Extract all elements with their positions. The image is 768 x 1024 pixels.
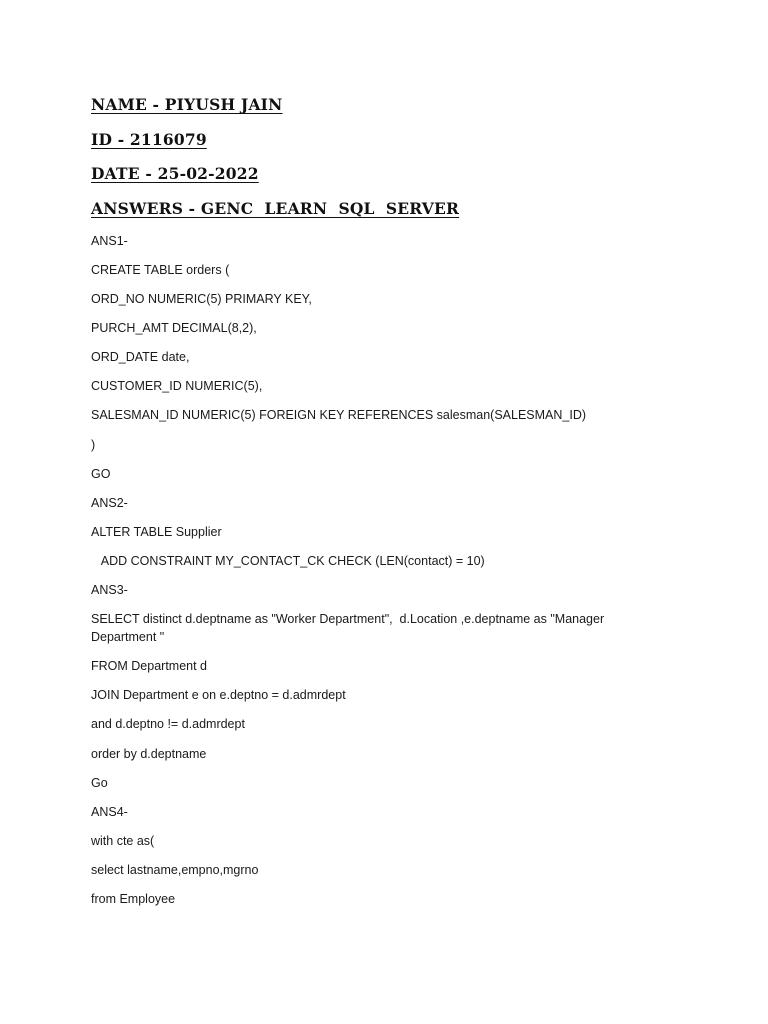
code-line: SELECT distinct d.deptname as "Worker Department", d.Location ,e.deptname as "Manager Department " — [91, 612, 608, 644]
student-name-heading: NAME - PIYUSH JAIN — [91, 95, 283, 114]
code-line: ) — [91, 438, 96, 452]
code-line: FROM Department d — [91, 659, 208, 673]
code-line: with cte as( — [91, 834, 155, 848]
code-line: ORD_NO NUMERIC(5) PRIMARY KEY, — [91, 292, 312, 306]
student-id-heading: ID - 2116079 — [91, 130, 207, 149]
code-line: ALTER TABLE Supplier — [91, 525, 222, 539]
code-line: from Employee — [91, 892, 176, 906]
code-line: ORD_DATE date, — [91, 350, 190, 364]
answer-3-label: ANS3- — [91, 583, 128, 597]
code-line: SALESMAN_ID NUMERIC(5) FOREIGN KEY REFERENCES salesman(SALESMAN_ID) — [91, 408, 587, 422]
code-line: CUSTOMER_ID NUMERIC(5), — [91, 379, 263, 393]
date-heading: DATE - 25-02-2022 — [91, 164, 259, 183]
code-line: order by d.deptname — [91, 747, 207, 761]
answer-1-label: ANS1- — [91, 234, 128, 248]
code-line: and d.deptno != d.admrdept — [91, 717, 245, 731]
answers-title-heading: ANSWERS - GENC LEARN SQL SERVER — [91, 199, 460, 218]
code-line: Go — [91, 776, 108, 790]
code-line: select lastname,empno,mgrno — [91, 863, 259, 877]
code-line: CREATE TABLE orders ( — [91, 263, 230, 277]
answer-2-label: ANS2- — [91, 496, 128, 510]
code-line: JOIN Department e on e.deptno = d.admrdept — [91, 688, 346, 702]
answer-4-label: ANS4- — [91, 805, 128, 819]
code-line: GO — [91, 467, 111, 481]
code-line: ADD CONSTRAINT MY_CONTACT_CK CHECK (LEN(contact) = 10) — [91, 554, 485, 568]
code-line: PURCH_AMT DECIMAL(8,2), — [91, 321, 257, 335]
